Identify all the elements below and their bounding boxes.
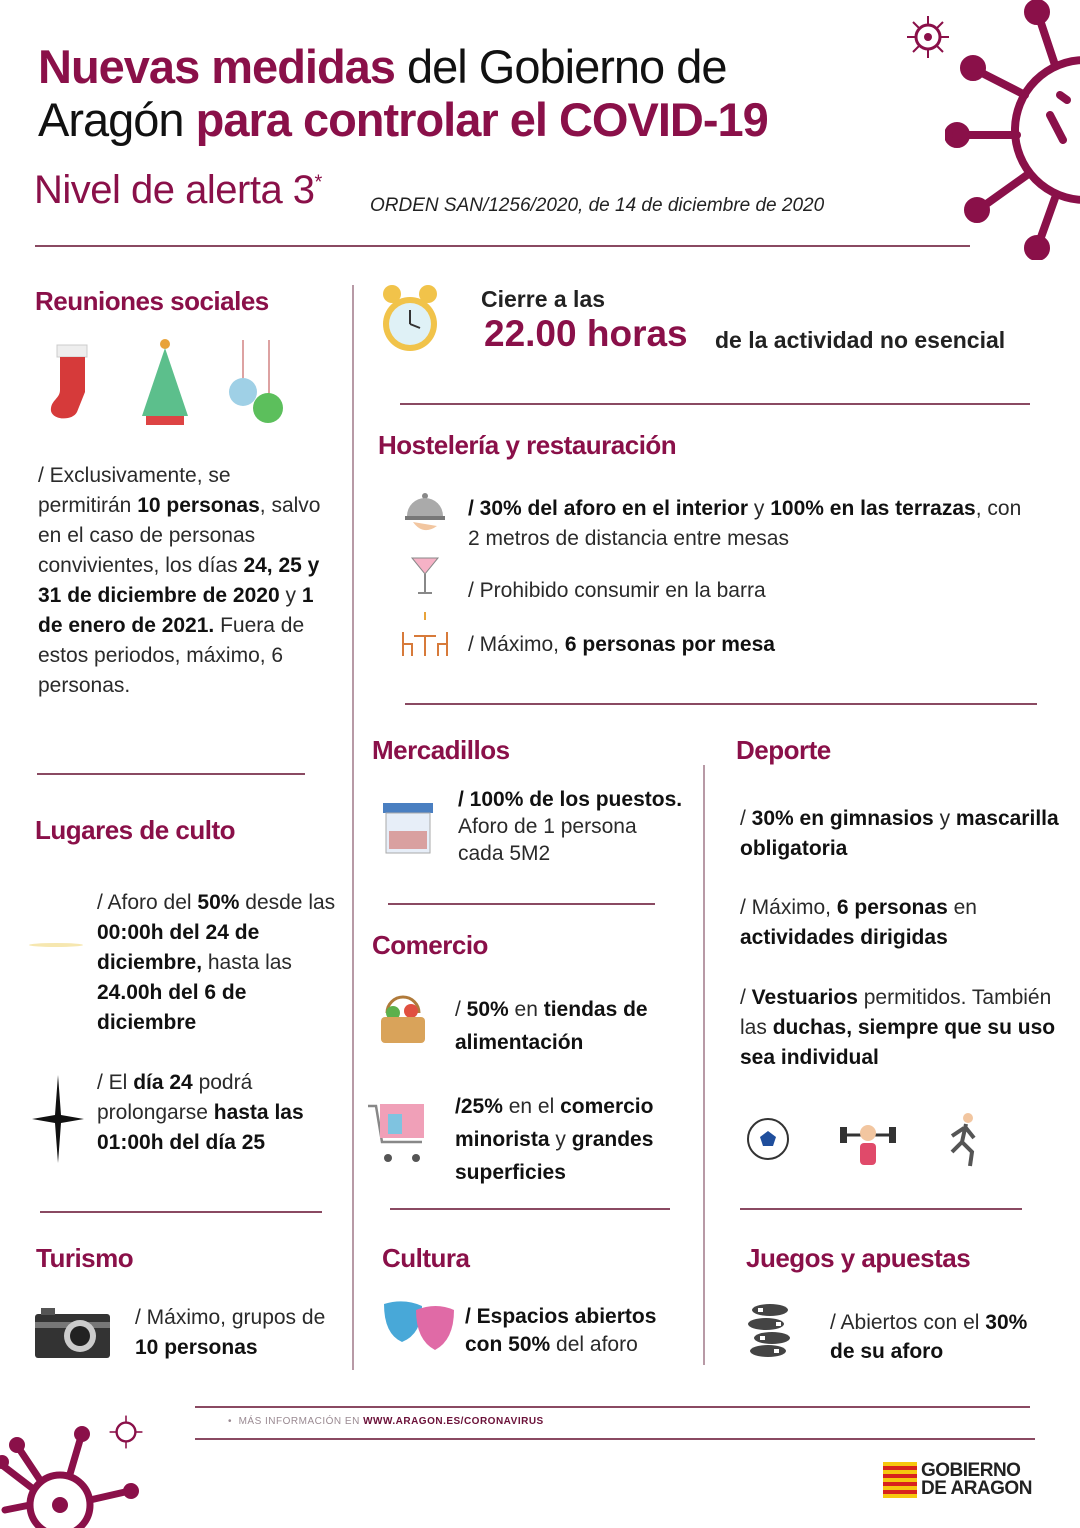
culto-text-2: [97, 1068, 342, 1158]
text: y: [279, 584, 302, 607]
bold-text: / 100% de los puestos.: [458, 788, 683, 811]
more-info-prefix: MÁS INFORMACIÓN EN: [238, 1416, 364, 1427]
logo-line-1: GOBIERNO: [921, 1460, 1021, 1481]
text: y: [549, 1128, 572, 1151]
reuniones-text: [38, 461, 328, 701]
bold-text: / 30% del aforo en el interior: [468, 497, 749, 520]
juegos-heading: Juegos y apuestas: [746, 1243, 971, 1273]
text: podrá prolongarse: [97, 1071, 253, 1124]
closing-prefix: Cierre a las: [481, 286, 606, 312]
text: Aragón: [38, 93, 196, 146]
title-line-1: [38, 40, 726, 94]
mercadillos-heading: Mercadillos: [372, 735, 510, 765]
bold-text: 30% de su aforo: [830, 1311, 1028, 1363]
bold-text: grandes superficies: [455, 1128, 654, 1184]
column-divider: [703, 765, 705, 1365]
text: del aforo: [550, 1333, 638, 1356]
logo-line-2: DE ARAGON: [921, 1478, 1032, 1499]
bold-text: 6 personas por mesa: [564, 633, 775, 656]
divider: [405, 703, 1037, 705]
text: / Exclusivamente, se permitirán: [38, 464, 231, 517]
text: hasta las: [202, 951, 292, 974]
bold-text: comercio minorista: [455, 1095, 654, 1151]
theater-masks-icon: [382, 1300, 457, 1352]
title-line-2: [38, 93, 768, 147]
column-divider: [352, 285, 354, 1370]
divider: [195, 1406, 1030, 1408]
more-info: [228, 1416, 544, 1427]
divider: [37, 773, 305, 775]
bold-text: / Espacios abiertos con 50%: [465, 1305, 657, 1356]
text: en: [508, 998, 544, 1021]
star-icon: [32, 1075, 84, 1163]
bold-text: 00:00h del 24 de diciembre,: [97, 921, 260, 974]
comercio-text-2: [455, 1090, 700, 1189]
culto-heading: Lugares de culto: [35, 815, 236, 845]
hosteleria-text-2: [468, 576, 1028, 606]
comercio-heading: Comercio: [372, 930, 488, 960]
juegos-text: [830, 1308, 1030, 1366]
bold-text: 24.00h del 6 de diciembre: [97, 981, 247, 1034]
bold-text: hasta las 01:00h del día 25: [97, 1101, 304, 1154]
closing-time: 22.00 horas: [484, 313, 688, 354]
bold-text: 10 personas: [135, 1336, 258, 1359]
runner-icon: [942, 1112, 982, 1170]
bold-text: 6 personas: [836, 896, 948, 919]
cloche-icon: [403, 492, 447, 536]
divider: [40, 1211, 322, 1213]
bold-text: actividades dirigidas: [740, 926, 948, 949]
bold-text: 24, 25 y 31 de diciembre de 2020: [38, 554, 320, 607]
bullet: •: [228, 1416, 239, 1427]
text: / Máximo, grupos de: [135, 1306, 326, 1329]
alert-level: [34, 168, 322, 213]
bold-text: día 24: [133, 1071, 193, 1094]
text: y: [933, 807, 956, 830]
alarm-clock-icon: [380, 284, 440, 356]
text: / Abiertos con el: [830, 1311, 986, 1334]
small-virus-icon: [905, 14, 951, 60]
text: del Gobierno de: [394, 40, 727, 93]
hosteleria-text-3: [468, 630, 1028, 660]
christmas-tree-icon: [136, 338, 194, 428]
text: desde las: [239, 891, 336, 914]
christmas-ornaments-icon: [225, 340, 285, 425]
text: / Prohibido consumir en la barra: [468, 579, 766, 602]
text: en el: [502, 1095, 561, 1118]
text: / Máximo,: [468, 633, 565, 656]
mercadillos-text: [458, 786, 683, 867]
deporte-text-1: [740, 804, 1060, 864]
cocktail-icon: [410, 552, 440, 596]
reuniones-heading: Reuniones sociales: [35, 286, 269, 316]
sparkle-icon: [28, 935, 84, 955]
text: / Máximo,: [740, 896, 837, 919]
text: , con 2 metros de distancia entre mesas: [468, 497, 1022, 550]
text: y: [748, 497, 771, 520]
alert-level-text: Nivel de alerta 3: [34, 168, 315, 212]
camera-icon: [35, 1308, 110, 1358]
cultura-text: [465, 1303, 695, 1359]
text: Aforo de 1 persona cada 5M2: [458, 815, 637, 865]
divider: [35, 245, 970, 247]
bold-text: tiendas de alimentación: [455, 998, 648, 1054]
bold-text: 50%: [197, 891, 240, 914]
cultura-heading: Cultura: [382, 1243, 470, 1273]
bold-text: mascarilla obligatoria: [740, 807, 1059, 860]
bold-text: 1 de enero de 2021.: [38, 584, 314, 637]
bold-text: para controlar el COVID-19: [195, 93, 768, 146]
divider: [400, 403, 1030, 405]
deporte-text-2: [740, 893, 1060, 953]
deporte-text-3: [740, 983, 1060, 1073]
bold-text: Vestuarios: [751, 986, 858, 1009]
closing-suffix: de la actividad no esencial: [715, 327, 1006, 353]
text: / El: [97, 1071, 134, 1094]
text: en: [947, 896, 977, 919]
bold-text: 10 personas: [137, 494, 260, 517]
bold-text: 30% en gimnasios: [751, 807, 934, 830]
casino-chips-icon: [748, 1302, 792, 1358]
grocery-basket-icon: [377, 993, 429, 1045]
bold-text: duchas, siempre que su uso sea individual: [740, 1016, 1056, 1069]
culto-text-1: [97, 888, 347, 1038]
small-virus-icon: [108, 1414, 144, 1450]
text: Fuera de estos periodos, máximo, 6 personas.: [38, 614, 305, 697]
text: / Aforo del: [97, 891, 198, 914]
bold-text: 50%: [466, 998, 509, 1021]
market-stall-icon: [383, 803, 433, 855]
divider: [195, 1438, 1035, 1440]
more-info-link[interactable]: WWW.ARAGON.ES/CORONAVIRUS: [363, 1416, 544, 1427]
deporte-heading: Deporte: [736, 735, 831, 765]
comercio-text-1: [455, 993, 695, 1059]
bold-text: Nuevas medidas: [38, 40, 395, 93]
turismo-heading: Turismo: [36, 1243, 134, 1273]
text: , salvo en el caso de personas convivientes, los días: [38, 494, 321, 577]
virus-illustration-icon: [945, 0, 1080, 260]
order-reference: ORDEN SAN/1256/2020, de 14 de diciembre de 2020: [370, 195, 825, 216]
hosteleria-heading: Hostelería y restauración: [378, 430, 677, 460]
text: permitidos. También las: [740, 986, 1052, 1039]
bold-text: 100% en las terrazas: [770, 497, 976, 520]
table-chairs-icon: [400, 612, 450, 658]
divider: [390, 1208, 670, 1210]
turismo-text: [135, 1303, 335, 1363]
text: /: [740, 986, 752, 1009]
hosteleria-text-1: [468, 494, 1038, 554]
aragon-flag-icon: [883, 1462, 917, 1498]
divider: [388, 903, 655, 905]
weightlifter-icon: [838, 1115, 898, 1167]
text: /: [455, 998, 467, 1021]
divider: [740, 1208, 1022, 1210]
text: /: [740, 807, 752, 830]
christmas-stocking-icon: [45, 340, 95, 425]
soccer-ball-icon: [746, 1117, 790, 1161]
shopping-cart-icon: [366, 1100, 432, 1166]
gobierno-aragon-logo: [883, 1462, 1032, 1498]
alert-asterisk: *: [314, 171, 322, 194]
bold-text: /25%: [455, 1095, 503, 1118]
